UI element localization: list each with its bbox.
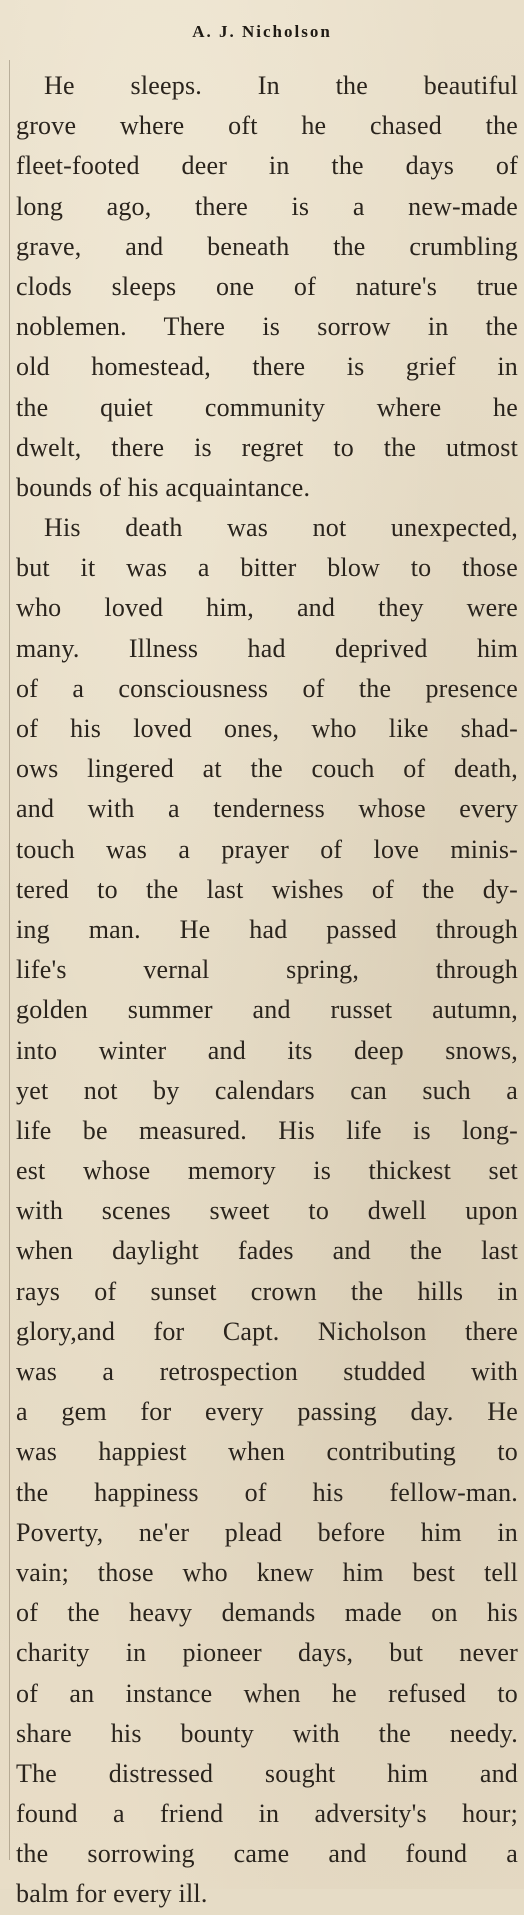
text-line: clods sleeps one of nature's true [16,271,518,301]
text-line: who loved him, and they were [16,593,518,623]
text-line: into winter and its deep snows, [16,1035,518,1065]
text-line: golden summer and russet autumn, [16,995,518,1025]
text-line: the happiness of his fellow-man. [16,1477,518,1507]
text-line: noblemen. There is sorrow in the [16,312,518,342]
text-line: long ago, there is a new-made [16,191,518,221]
text-line: many. Illness had deprived him [16,633,518,663]
text-line: share his bounty with the needy. [16,1718,518,1748]
text-line: was happiest when contributing to [16,1437,518,1467]
text-line: but it was a bitter blow to those [16,553,518,583]
text-line: of an instance when he refused to [16,1678,518,1708]
text-line: of the heavy demands made on his [16,1598,518,1628]
text-line: Poverty, ne'er plead before him in [16,1517,518,1547]
column-rule [9,60,10,1860]
text-line: and with a tenderness whose every [16,794,518,824]
text-line: fleet-footed deer in the days of [16,151,518,181]
paragraph-2 [16,508,518,1915]
text-line: a gem for every passing day. He [16,1397,518,1427]
text-line: with scenes sweet to dwell upon [16,1196,518,1226]
text-line: rays of sunset crown the hills in [16,1276,518,1306]
text-line: old homestead, there is grief in [16,352,518,382]
text-line: glory,and for Capt. Nicholson there [16,1316,518,1346]
text-line: found a friend in adversity's hour; [16,1799,518,1829]
text-line: ows lingered at the couch of death, [16,754,518,784]
text-line: His death was not unexpected, [44,513,518,543]
text-line: grove where oft he chased the [16,111,518,141]
text-line: was a retrospection studded with [16,1357,518,1386]
text-line: yet not by calendars can such a [16,1075,518,1105]
text-line: vain; those who knew him best tell [16,1557,518,1587]
text-line: life be measured. His life is long- [16,1115,518,1145]
text-line: dwelt, there is regret to the utmost [16,432,518,462]
text-line: charity in pioneer days, but never [16,1638,518,1668]
text-line: of his loved ones, who like shad- [16,714,518,743]
text-line: balm for every ill. [16,1879,208,1909]
text-line: grave, and beneath the crumbling [16,231,518,261]
text-line: bounds of his acquaintance. [16,472,311,502]
text-line: the quiet community where he [16,392,518,422]
text-line: touch was a prayer of love minis- [16,834,518,864]
text-line: ing man. He had passed through [16,914,518,944]
text-line: The distressed sought him and [16,1758,518,1788]
text-line: He sleeps. In the beautiful [44,71,518,100]
article-body [16,66,518,1915]
paragraph-1 [16,66,518,508]
text-line: est whose memory is thickest set [16,1156,518,1186]
text-line: tered to the last wishes of the dy- [16,874,518,904]
text-line: the sorrowing came and found a [16,1839,518,1869]
text-line: of a consciousness of the presence [16,673,518,703]
text-line: life's vernal spring, through [16,955,518,985]
article-headline: A. J. Nicholson [192,22,332,41]
text-line: when daylight fades and the last [16,1236,518,1266]
